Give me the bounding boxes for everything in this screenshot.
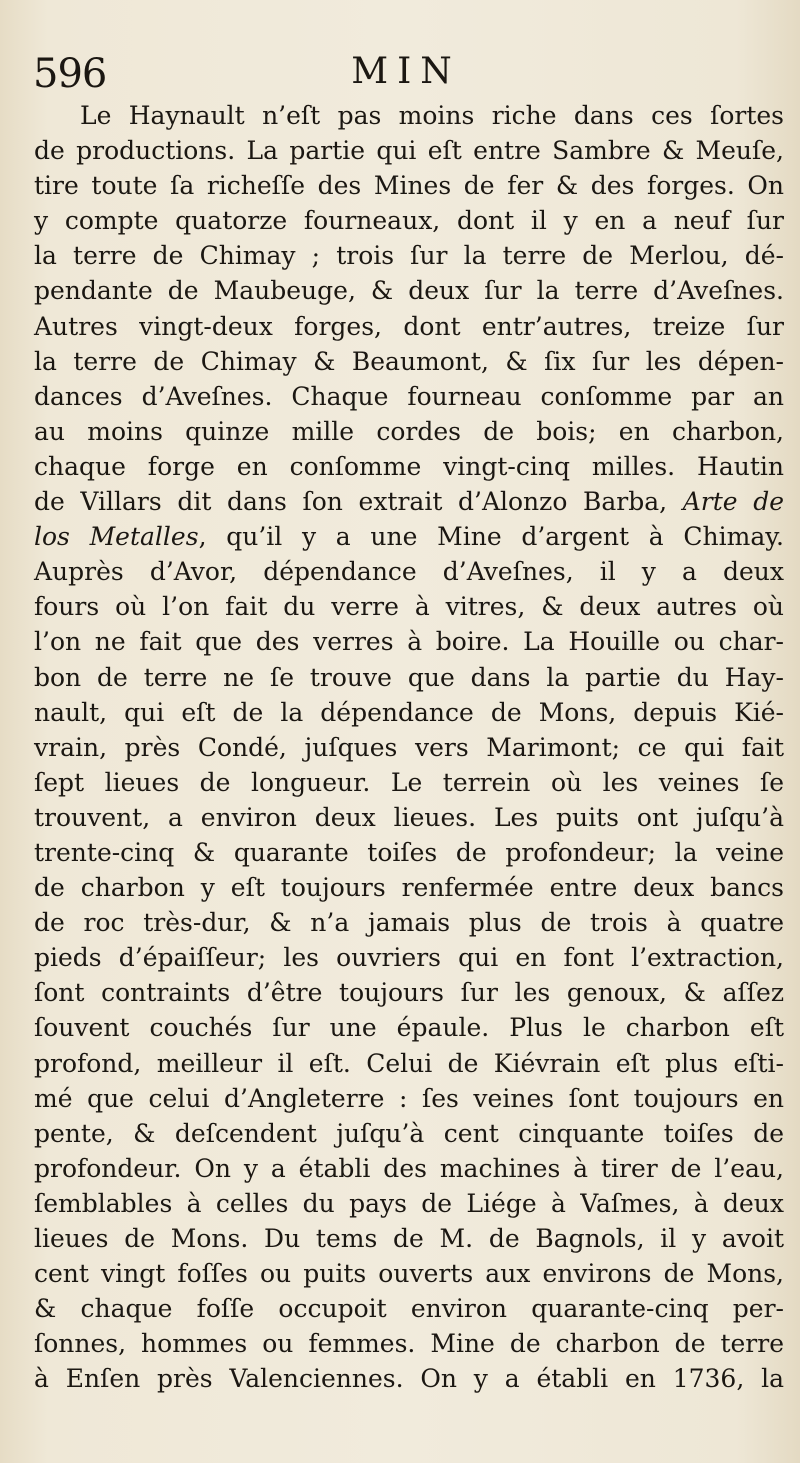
text-line: de productions. La partie qui eſt entre Sambre & Meuſe,	[34, 136, 784, 166]
text-line: au moins quinze mille cordes de bois; en charbon,	[34, 416, 784, 446]
text-line: dances d’Aveſnes. Chaque fourneau conſomme par an	[34, 381, 784, 411]
text-line: chaque forge en conſomme vingt-cinq milles. Hautin	[34, 451, 784, 481]
text-line: ſemblables à celles du pays de Liége à Vaſmes, à deux	[34, 1188, 784, 1218]
text-line: lieues de Mons. Du tems de M. de Bagnols, il y avoit	[34, 1224, 784, 1253]
text-line: de Villars dit dans ſon extrait d’Alonzo Barba, Arte de	[34, 487, 784, 517]
italic-title: los Metalles	[34, 522, 199, 552]
body-text	[34, 98, 784, 1396]
text-line: à Enſen près Valenciennes. On y a établi en 1736, la	[34, 1364, 784, 1394]
text-line: pieds d’épaiſſeur; les ouvriers qui en font l’extraction,	[34, 943, 784, 973]
text-line: y compte quatorze fourneaux, dont il y en a neuf ſur	[34, 206, 784, 236]
text-line: profondeur. On y a établi des machines à tirer de l’eau,	[34, 1153, 784, 1183]
text-line: bon de terre ne ſe trouve que dans la partie du Hay-	[34, 662, 784, 692]
text-line: mé que celui d’Angleterre : ſes veines ſont toujours en	[34, 1083, 784, 1113]
text-line: pente, & deſcendent juſqu’à cent cinquante toiſes de	[34, 1118, 784, 1148]
text-line: de roc très-dur, & n’a jamais plus de trois à quatre	[34, 908, 784, 938]
text-line: Auprès d’Avor, dépendance d’Aveſnes, il y a deux	[34, 557, 784, 587]
text-line: trouvent, a environ deux lieues. Les puits ont juſqu’à	[34, 802, 784, 832]
text-line: trente-cinq & quarante toiſes de profondeur; la veine	[34, 837, 784, 867]
text-line: Autres vingt-deux forges, dont entr’autres, treize ſur	[34, 311, 784, 341]
text-line: la terre de Chimay & Beaumont, & ſix ſur les dépen-	[34, 346, 784, 376]
text-line: de charbon y eſt toujours renfermée entre deux bancs	[34, 873, 784, 903]
text-line: cent vingt foſſes ou puits ouverts aux environs de Mons,	[34, 1259, 784, 1289]
text-line: ſept lieues de longueur. Le terrein où les veines ſe	[34, 767, 784, 797]
text-line: ſont contraints d’être toujours ſur les genoux, & aſſez	[34, 978, 784, 1008]
page-number: 596	[33, 51, 107, 97]
text-line: Le Haynault n’eſt pas moins riche dans ces ſortes	[80, 101, 784, 130]
text-line: pendante de Maubeuge, & deux ſur la terre d’Aveſnes.	[34, 276, 784, 306]
text-line: profond, meilleur il eſt. Celui de Kiévrain eſt plus eſti-	[34, 1048, 784, 1078]
text-line: ſouvent couchés ſur une épaule. Plus le charbon eſt	[34, 1013, 784, 1043]
text-line: fours où l’on fait du verre à vitres, & deux autres où	[34, 592, 784, 622]
text-line: l’on ne fait que des verres à boire. La Houille ou char-	[34, 627, 784, 657]
text-line: los Metalles, qu’il y a une Mine d’argent à Chimay.	[34, 522, 784, 552]
text-line: vrain, près Condé, juſques vers Marimont; ce qui fait	[34, 732, 784, 762]
text-line: ſonnes, hommes ou femmes. Mine de charbon de terre	[34, 1329, 784, 1359]
text-line: tire toute ſa richeſſe des Mines de fer & des forges. On	[34, 171, 784, 201]
italic-title: Arte de	[682, 487, 784, 517]
text-line: la terre de Chimay ; trois ſur la terre de Merlou, dé-	[34, 241, 784, 271]
text-line: nault, qui eſt de la dépendance de Mons, depuis Kié-	[34, 697, 784, 727]
text-line: & chaque foſſe occupoit environ quarante-cinq per-	[34, 1294, 784, 1324]
running-head: MIN	[351, 51, 461, 92]
